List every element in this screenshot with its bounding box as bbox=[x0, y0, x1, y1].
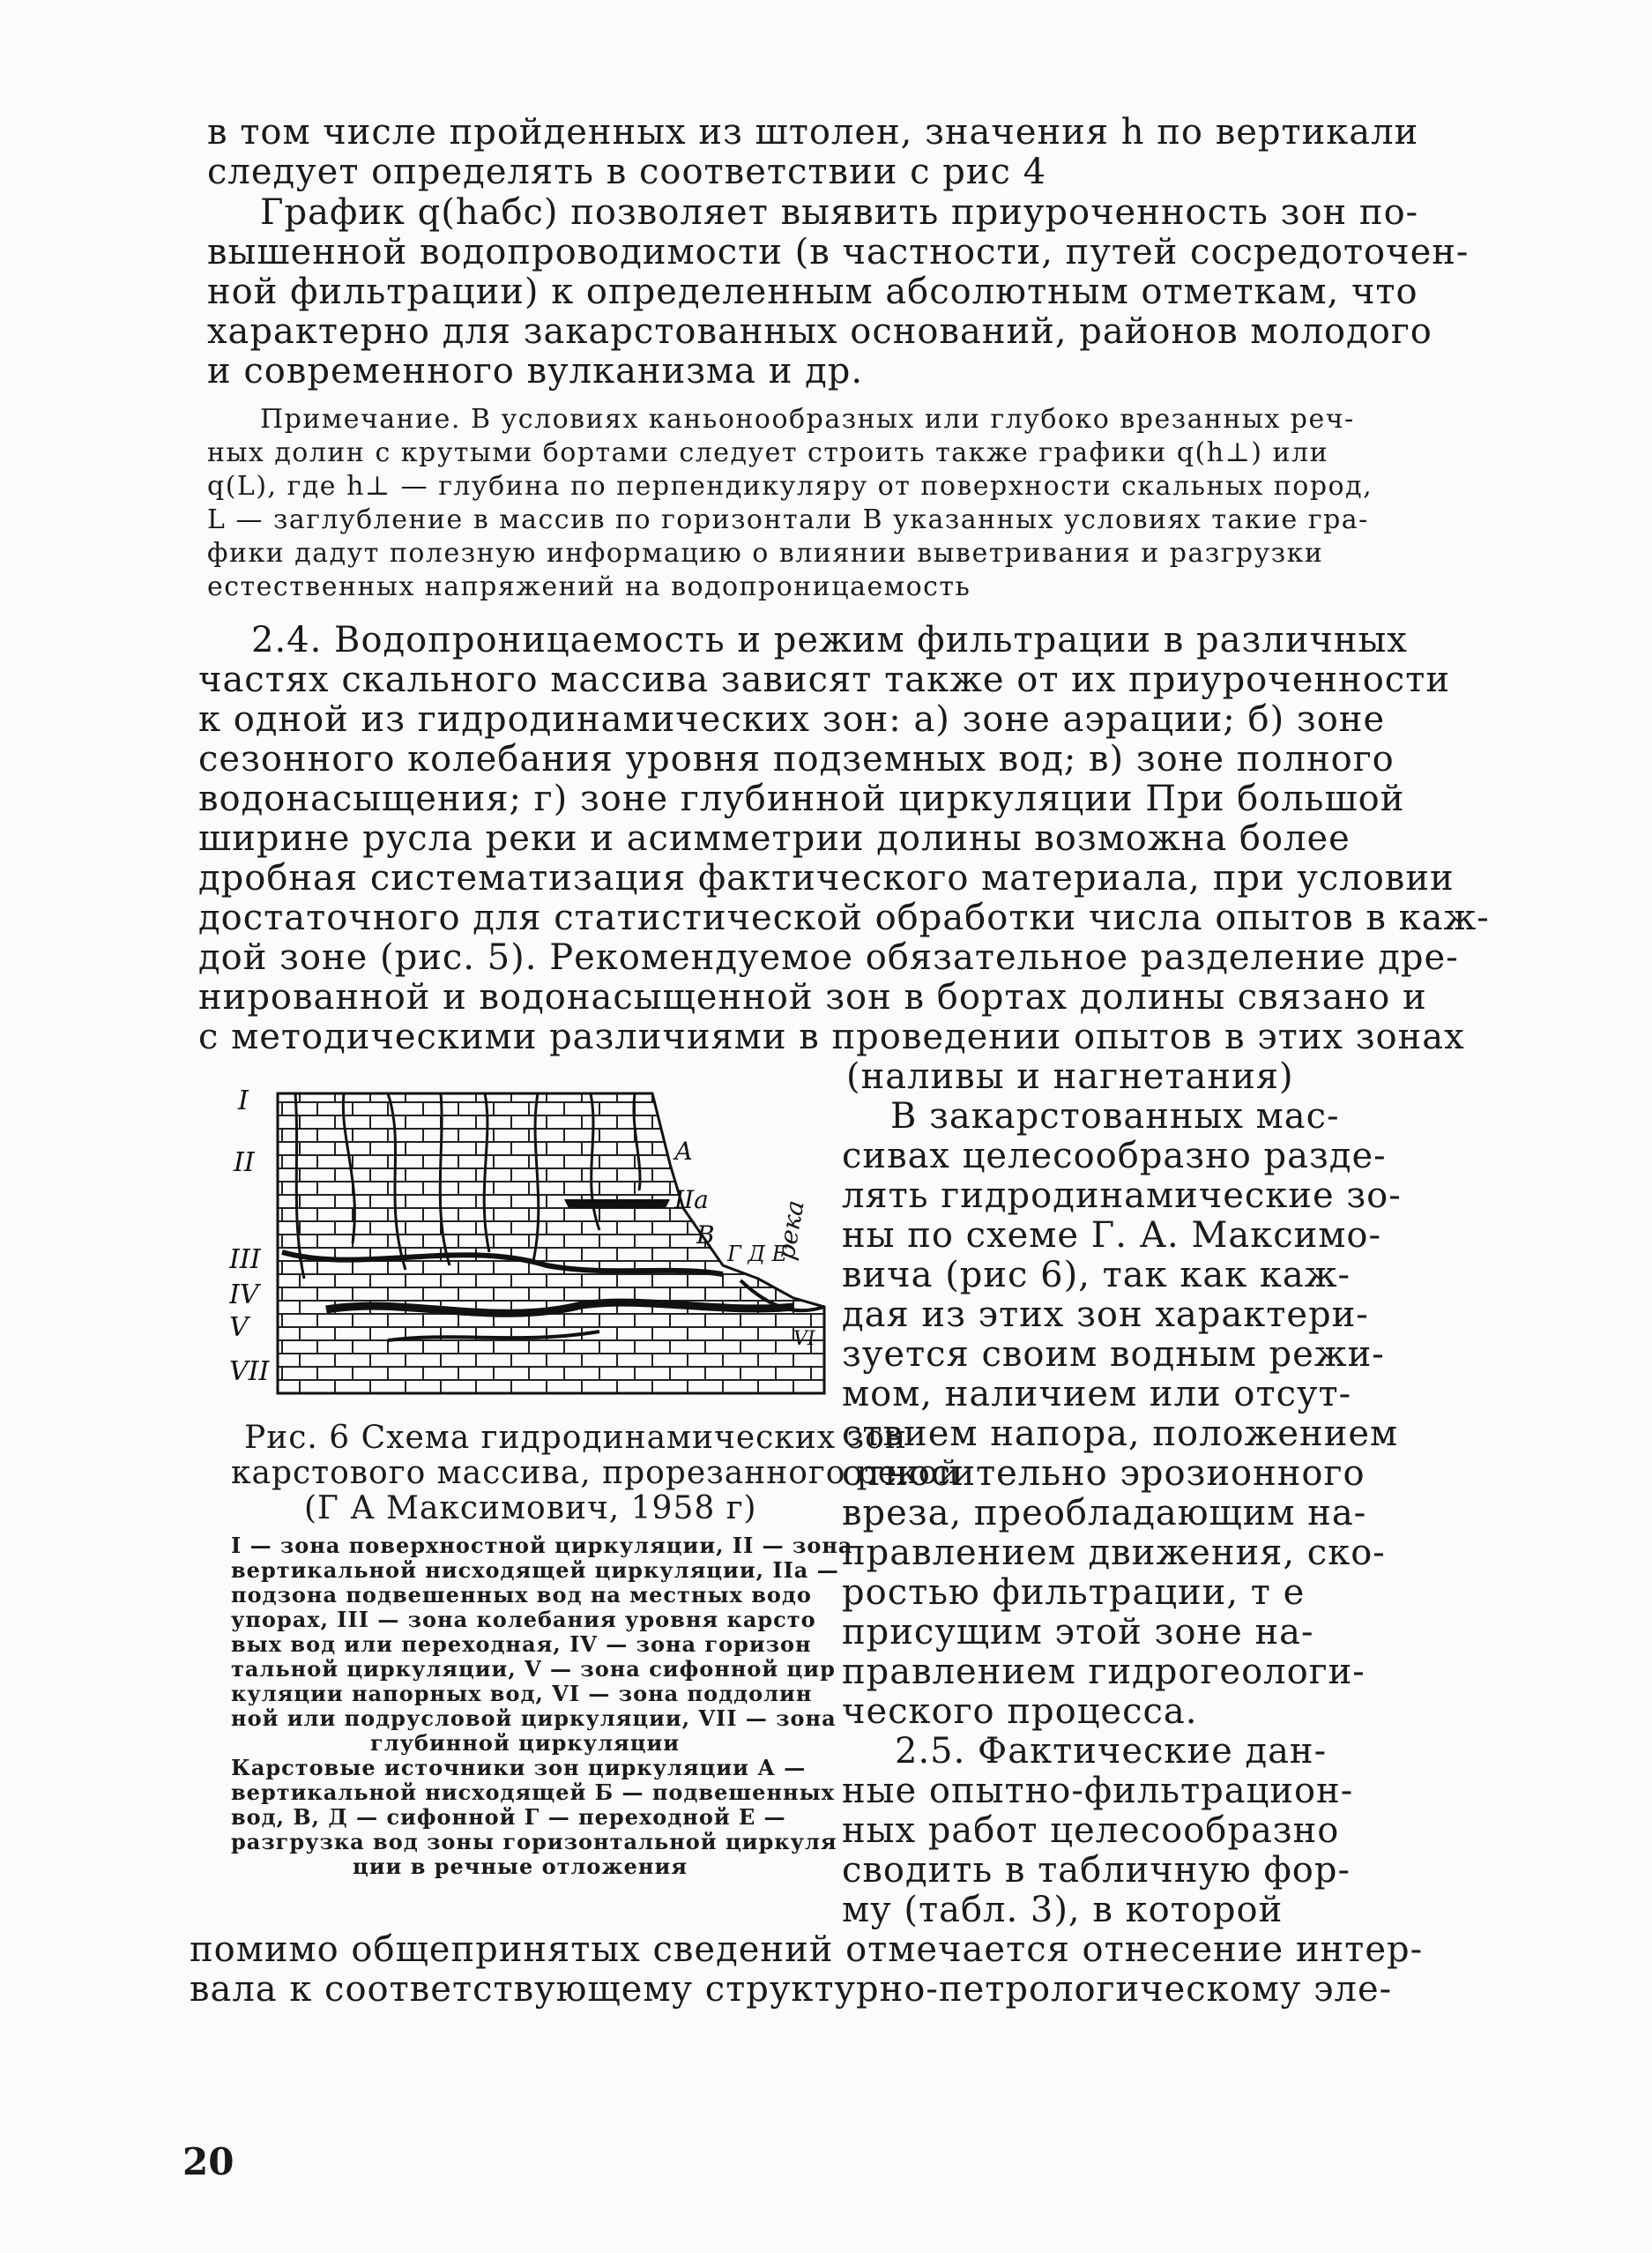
page-number: 20 bbox=[182, 2140, 234, 2183]
figure-legend-line: вод, В, Д — сифонной Г — переходной Е — bbox=[231, 1804, 786, 1830]
right-column-line: В закарстованных мас- bbox=[890, 1096, 1340, 1137]
figure-legend-line: куляции напорных вод, VI — зона поддолин bbox=[231, 1681, 813, 1706]
zone-label-3: III bbox=[229, 1244, 261, 1275]
body-text-line: ширине русла реки и асимметрии долины возможна более bbox=[198, 818, 1351, 859]
body-text-line: частях скального массива зависят также от их приуроченности bbox=[198, 660, 1450, 700]
right-column-line: относительно эрозионного bbox=[842, 1453, 1366, 1494]
figure-caption: (Г А Максимович, 1958 г) bbox=[304, 1490, 757, 1526]
figure-caption: Рис. 6 Схема гидродинамических зон bbox=[244, 1420, 907, 1456]
note-line: q(L), где h⊥ — глубина по перпендикуляру от поверхности скальных пород, bbox=[207, 471, 1373, 502]
right-column-line: ческого процесса. bbox=[842, 1691, 1198, 1732]
body-text-line: (наливы и нагнетания) bbox=[846, 1056, 1294, 1097]
zone-label-1: I bbox=[238, 1085, 249, 1116]
right-column-line: дая из этих зон характери- bbox=[842, 1294, 1369, 1335]
body-text-line: График q(hабс) позволяет выявить приуроченность зон по- bbox=[260, 192, 1419, 233]
figure-legend-line: вертикальной нисходящей циркуляции, IIа — bbox=[231, 1557, 839, 1583]
right-column-line: правлением гидрогеологи- bbox=[842, 1652, 1366, 1692]
figure-legend-line: упорах, III — зона колебания уровня карсто bbox=[231, 1607, 816, 1632]
body-text-line: нированной и водонасыщенной зон в бортах долины связано и bbox=[198, 977, 1427, 1018]
body-text-line: характерно для закарстованных оснований, районов молодого bbox=[207, 311, 1432, 352]
right-column-line: ных работ целесообразно bbox=[842, 1810, 1340, 1851]
perched-lens bbox=[564, 1199, 670, 1208]
zone-label-2: II bbox=[234, 1147, 255, 1178]
body-text-line: 2.4. Водопроницаемость и режим фильтрации в различных bbox=[251, 620, 1408, 660]
note-line: естественных напряжений на водопроницаемость bbox=[207, 571, 971, 602]
figure-caption: карстового массива, прорезанного рекой bbox=[231, 1455, 961, 1491]
figure-legend-line: вертикальной нисходящей Б — подвешенных bbox=[231, 1779, 835, 1805]
right-column-line: ные опытно-фильтрацион- bbox=[842, 1771, 1354, 1811]
note-line: фики дадут полезную информацию о влиянии выветривания и разгрузки bbox=[207, 538, 1324, 569]
right-column-line: сивах целесообразно разде- bbox=[842, 1136, 1387, 1176]
note-line: Примечание. В условиях каньонообразных или глубоко врезанных реч- bbox=[260, 404, 1355, 435]
right-column-line: сводить в табличную фор- bbox=[842, 1850, 1351, 1891]
right-column-line: ствием напора, положением bbox=[842, 1414, 1399, 1454]
figure-legend-line: ной или подрусловой циркуляции, VII — зона bbox=[231, 1705, 837, 1731]
right-column-line: мом, наличием или отсут- bbox=[842, 1374, 1352, 1414]
right-column-line: ны по схеме Г. А. Максимо- bbox=[842, 1215, 1382, 1256]
body-text-line: водонасыщения; г) зоне глубинной циркуляции При большой bbox=[198, 779, 1405, 819]
right-column-line: вича (рис 6), так как каж- bbox=[842, 1255, 1351, 1295]
river-label: река bbox=[770, 1197, 810, 1263]
figure-legend-line: I — зона поверхностной циркуляции, II — зона bbox=[231, 1533, 853, 1558]
zone-label-4: IV bbox=[229, 1279, 259, 1310]
right-column-line: вреза, преобладающим на- bbox=[842, 1493, 1367, 1533]
spring-labels-gde: Г Д Е bbox=[727, 1242, 788, 1266]
body-text-line: помимо общепринятых сведений отмечается отнесение интер- bbox=[190, 1929, 1424, 1970]
body-text-line: следует определять в соответствии с рис 4 bbox=[207, 152, 1047, 192]
body-text-line: и современного вулканизма и др. bbox=[207, 351, 864, 392]
figure-legend-line: тальной циркуляции, V — зона сифонной цир bbox=[231, 1656, 836, 1682]
figure-legend-line: ции в речные отложения bbox=[353, 1854, 688, 1879]
right-column-line: лять гидродинамические зо- bbox=[842, 1175, 1402, 1216]
body-text-line: вышенной водопроводимости (в частности, путей сосредоточен- bbox=[207, 232, 1470, 272]
body-text-line: в том числе пройденных из штолен, значения h по вертикали bbox=[207, 112, 1419, 153]
right-column-line: присущим этой зоне на- bbox=[842, 1612, 1314, 1652]
figure-legend-line: разгрузка вод зоны горизонтальной циркуля bbox=[231, 1829, 837, 1854]
karst-zones-figure bbox=[229, 1076, 846, 1402]
body-text-line: дробная систематизация фактического материала, при условии bbox=[198, 858, 1455, 899]
right-column-line: 2.5. Фактические дан- bbox=[895, 1731, 1328, 1772]
right-column-line: му (табл. 3), в которой bbox=[842, 1890, 1284, 1930]
body-text-line: к одной из гидродинамических зон: а) зоне аэрации; б) зоне bbox=[198, 699, 1386, 740]
body-text-line: сезонного колебания уровня подземных вод; в) зоне полного bbox=[198, 739, 1395, 780]
figure-legend-line: глубинной циркуляции bbox=[370, 1730, 681, 1756]
zone-labels bbox=[229, 1085, 271, 1387]
right-column-line: зуется своим водным режи- bbox=[842, 1334, 1385, 1375]
figure-legend-line: Карстовые источники зон циркуляции А — bbox=[231, 1755, 807, 1780]
zone-label-7: VII bbox=[229, 1356, 270, 1387]
body-text-line: с методическими различиями в проведении опытов в этих зонах bbox=[198, 1017, 1465, 1057]
right-column-line: ростью фильтрации, т е bbox=[842, 1572, 1306, 1613]
figure-legend-line: вых вод или переходная, IV — зона горизон bbox=[231, 1631, 812, 1657]
body-text-line: вала к соответствующему структурно-петрологическому эле- bbox=[190, 1969, 1393, 2010]
spring-label-a: А bbox=[674, 1137, 694, 1166]
subzone-label-2a: IIа bbox=[674, 1185, 709, 1214]
note-line: ных долин с крутыми бортами следует строить также графики q(h⊥) или bbox=[207, 437, 1329, 468]
body-text-line: достаточного для статистической обработки числа опытов в каж- bbox=[198, 898, 1490, 938]
figure-legend-line: подзона подвешенных вод на местных водо bbox=[231, 1582, 812, 1608]
spring-label-v: В bbox=[696, 1220, 715, 1250]
note-line: L — заглубление в массив по горизонтали В указанных условиях такие гра- bbox=[207, 504, 1369, 535]
body-text-line: ной фильтрации) к определенным абсолютным отметкам, что bbox=[207, 272, 1418, 312]
right-column-line: правлением движения, ско- bbox=[842, 1533, 1386, 1573]
body-text-line: дой зоне (рис. 5). Рекомендуемое обязательное разделение дре- bbox=[198, 937, 1459, 978]
zone-label-6: VI bbox=[793, 1328, 815, 1350]
zone-label-5: V bbox=[229, 1312, 249, 1343]
